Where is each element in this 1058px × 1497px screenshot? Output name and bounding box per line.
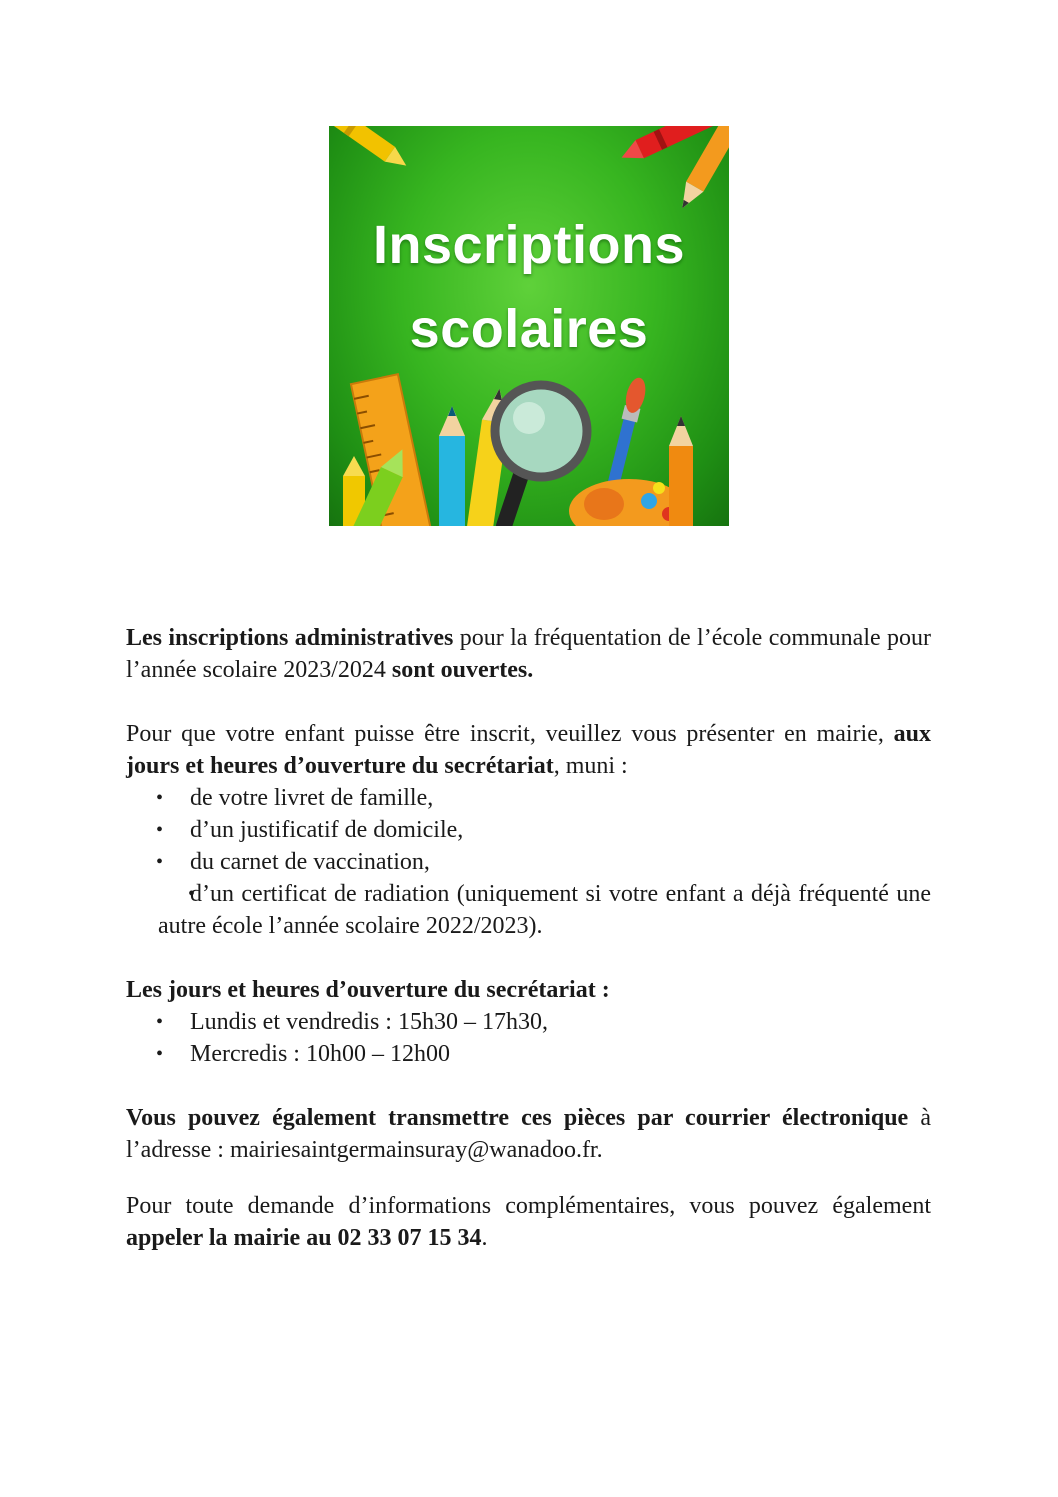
list-item: • de votre livret de famille, [126, 782, 931, 814]
intro-text: pour la fréquentation de l’école communale pour l’année scolaire 2023/2024 [126, 625, 931, 683]
list-item: • d’un certificat de radiation (uniquement si votre enfant a déjà fréquenté une autre école l’année scolaire 2022/2023). [126, 878, 931, 942]
list-item: • Lundis et vendredis : 15h30 – 17h30, [126, 1006, 931, 1038]
blue-pencil-icon [439, 406, 465, 526]
intro-bold-end: sont ouvertes. [391, 657, 534, 683]
list-item: • du carnet de vaccination, [126, 846, 931, 878]
registration-text-end: , muni : [553, 753, 628, 779]
email-text: à l’adresse : mairiesaintgermainsuray@wanadoo.fr. [126, 1105, 932, 1163]
crayon-top-left-icon [329, 126, 411, 173]
list-item: • Mercredis : 10h00 – 12h00 [126, 1038, 931, 1070]
hours-list [126, 1006, 931, 1070]
banner-title-line2: scolaires [409, 299, 649, 359]
registration-text: Pour que votre enfant puisse être inscrit, veuillez vous présenter en mairie, [126, 721, 894, 747]
orange-pencil-icon [669, 416, 693, 526]
hours-heading: Les jours et heures d’ouverture du secrétariat : [126, 977, 610, 1003]
phone-paragraph [126, 1190, 931, 1254]
phone-bold: appeler la mairie au 02 33 07 15 34 [126, 1225, 482, 1251]
documents-list [126, 782, 931, 942]
registration-bold: aux jours et heures d’ouverture du secrétariat [126, 721, 931, 779]
document-body [126, 622, 931, 1254]
banner-title-line1: Inscriptions [372, 215, 686, 275]
phone-text-end: . [481, 1225, 488, 1251]
email-paragraph [126, 1102, 931, 1166]
intro-bold: Les inscriptions administratives [126, 625, 454, 651]
banner-image [329, 126, 729, 526]
email-bold: Vous pouvez également transmettre ces pièces par courrier électronique [126, 1105, 909, 1131]
list-item: • d’un justificatif de domicile, [126, 814, 931, 846]
phone-text: Pour toute demande d’informations complémentaires, vous pouvez également [126, 1193, 931, 1219]
intro-paragraph [126, 622, 931, 686]
registration-paragraph [126, 718, 931, 782]
